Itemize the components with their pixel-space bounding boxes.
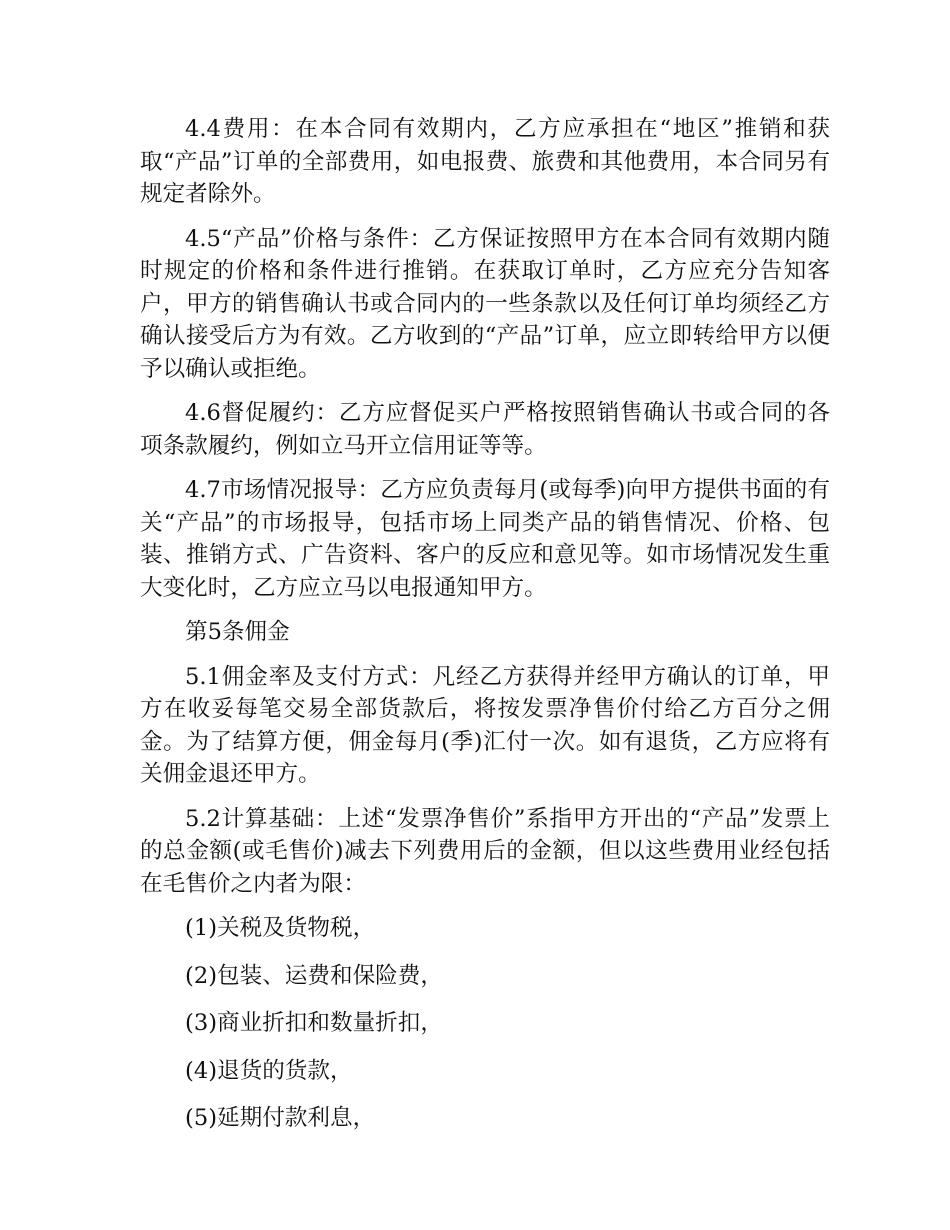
paragraph-5-1-commission-rate: 5.1佣金率及支付方式：凡经乙方获得并经甲方确认的订单，甲方在收妥每笔交易全部货款后，将按发票净售价付给乙方百分之佣金。为了结算方便，佣金每月(季)汇付一次。如有退货，乙方应将有关佣金退还甲方。 xyxy=(140,663,830,787)
paragraph-5-2-calculation-basis: 5.2计算基础：上述“发票净售价”系指甲方开出的“产品”发票上的总金额(或毛售价)减去下列费用后的金额，但以这些费用业经包括在毛售价之内者为限： xyxy=(140,805,830,897)
list-item: (3)商业折扣和数量折扣， xyxy=(185,1010,443,1036)
list-item: (5)延期付款利息， xyxy=(185,1105,376,1131)
paragraph-4-6-urge-performance: 4.6督促履约：乙方应督促买户严格按照销售确认书或合同的各项条款履约，例如立马开立信用证等等。 xyxy=(140,400,830,459)
list-item: (1)关税及货物税， xyxy=(185,915,376,941)
document-body xyxy=(140,113,830,1150)
list-item: (4)退货的货款， xyxy=(185,1057,353,1084)
paragraph-4-5-price-conditions: 4.5“产品”价格与条件：乙方保证按照甲方在本合同有效期内随时规定的价格和条件进行推销。在获取订单时，乙方应充分告知客户，甲方的销售确认书或合同内的一些条款以及任何订单均须经乙方确认接受后方为有效。乙方收到的“产品”订单，应立即转给甲方以便予以确认或拒绝。 xyxy=(140,225,830,382)
list-item: (2)包装、运费和保险费， xyxy=(185,962,443,989)
paragraph-4-7-market-report: 4.7市场情况报导：乙方应负责每月(或每季)向甲方提供书面的有关“产品”的市场报导，包括市场上同类产品的销售情况、价格、包装、推销方式、广告资料、客户的反应和意见等。如市场情况发生重大变化时，乙方应立马以电报通知甲方。 xyxy=(140,477,830,601)
paragraph-4-4-fees: 4.4费用：在本合同有效期内，乙方应承担在“地区”推销和获取“产品”订单的全部费用，如电报费、旅费和其他费用，本合同另有规定者除外。 xyxy=(140,116,830,207)
section-heading-article-5: 第5条佣金 xyxy=(185,619,290,645)
